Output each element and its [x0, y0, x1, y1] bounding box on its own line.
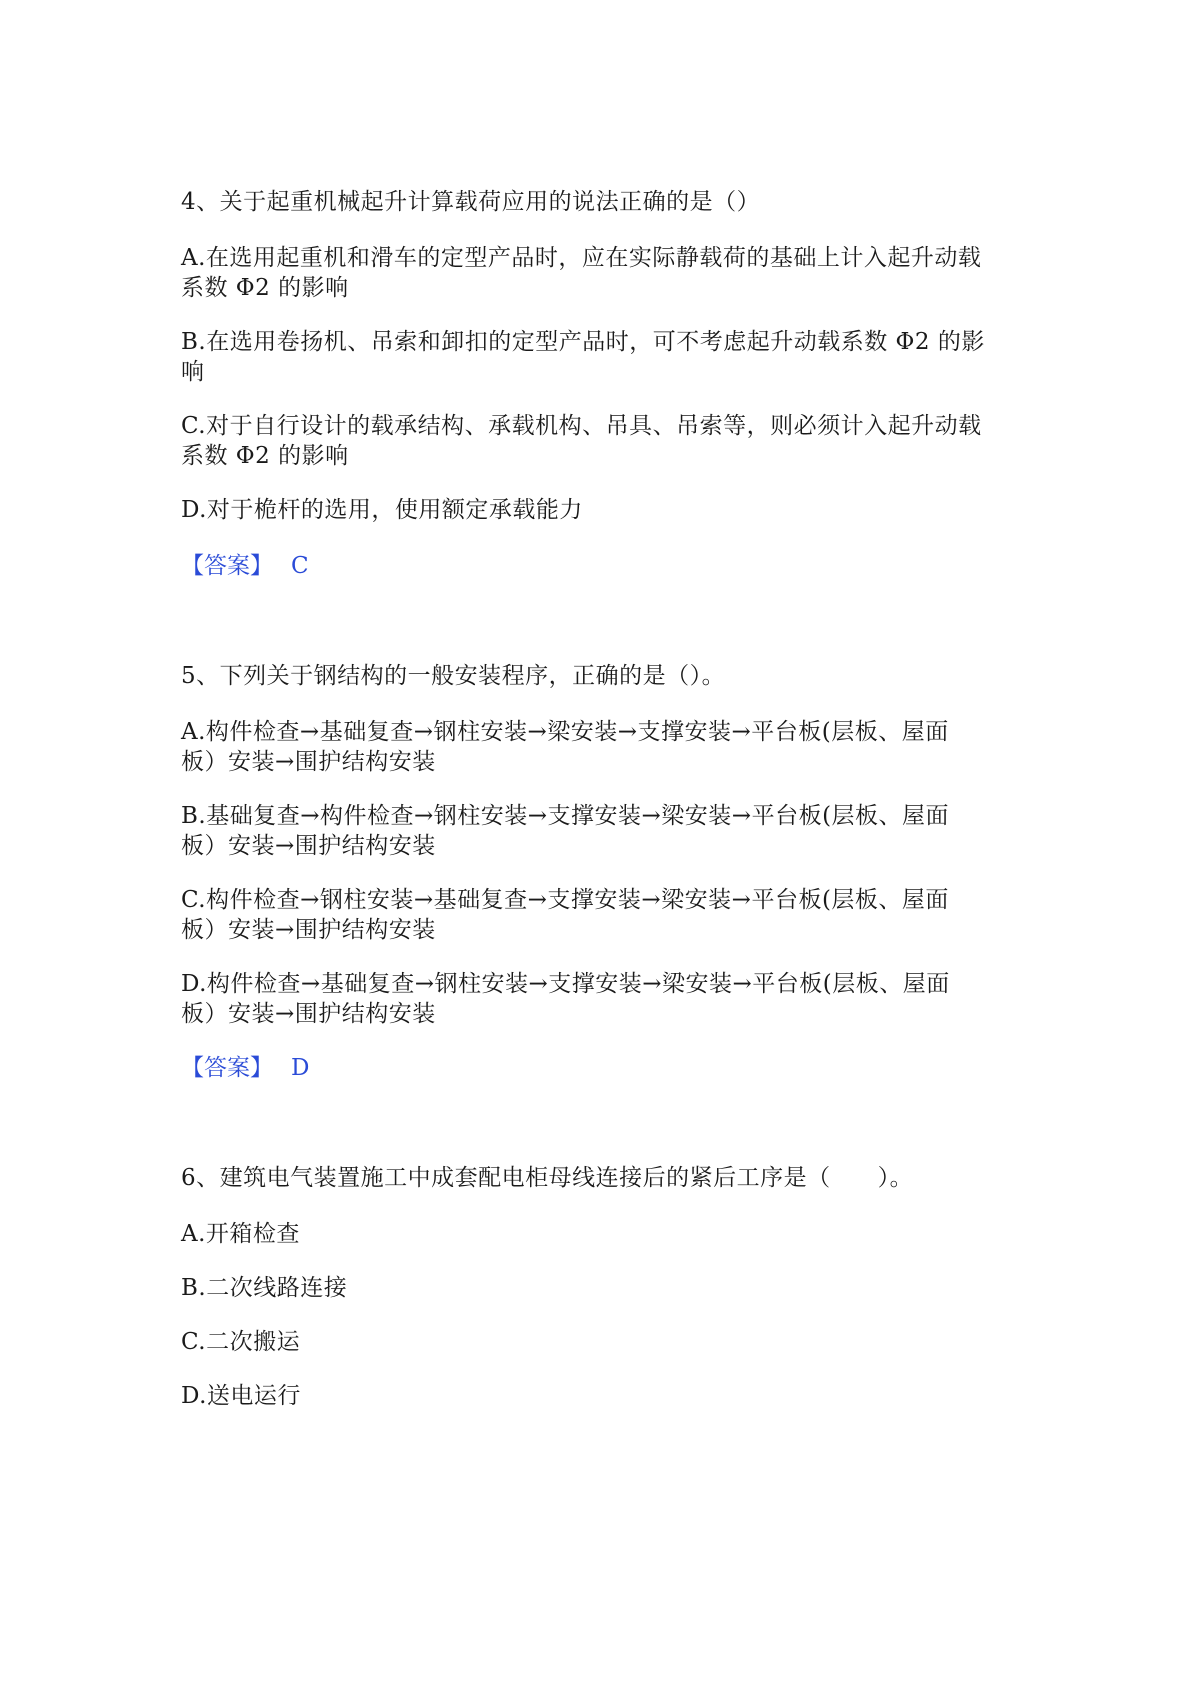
option-line: D.对于桅杆的选用，使用额定承载能力: [181, 497, 583, 523]
option-d: D.送电运行: [181, 1383, 301, 1409]
question-stem: 6、建筑电气装置施工中成套配电柜母线连接后的紧后工序是（ ）。: [181, 1165, 914, 1191]
option-c: C.二次搬运: [181, 1329, 301, 1355]
option-line: A.构件检查→基础复查→钢柱安装→梁安装→支撑安装→平台板(层板、屋面: [181, 719, 949, 745]
answer-label: 【答案】: [181, 553, 273, 579]
question-stem: 4、关于起重机械起升计算载荷应用的说法正确的是（）: [181, 189, 761, 215]
option-line: B.基础复查→构件检查→钢柱安装→支撑安装→梁安装→平台板(层板、屋面: [181, 803, 950, 829]
option-line: 板）安装→围护结构安装: [181, 917, 436, 943]
option-line: B.在选用卷扬机、吊索和卸扣的定型产品时，可不考虑起升动载系数 Φ2 的影: [181, 329, 985, 355]
question-stem: 5、下列关于钢结构的一般安装程序，正确的是（）。: [181, 663, 726, 689]
answer-row: [181, 550, 309, 582]
option-line: 系数 Φ2 的影响: [181, 275, 349, 301]
option-line: C.构件检查→钢柱安装→基础复查→支撑安装→梁安装→平台板(层板、屋面: [181, 887, 949, 913]
option-line: 板）安装→围护结构安装: [181, 1001, 436, 1027]
answer-row: [181, 1052, 309, 1084]
option-line: 板）安装→围护结构安装: [181, 833, 436, 859]
option-line: A.在选用起重机和滑车的定型产品时，应在实际静载荷的基础上计入起升动载: [181, 245, 982, 271]
option-a: A.开箱检查: [181, 1221, 300, 1247]
option-line: C.对于自行设计的载承结构、承载机构、吊具、吊索等，则必须计入起升动载: [181, 413, 982, 439]
option-b: B.二次线路连接: [181, 1275, 348, 1301]
option-line: D.构件检查→基础复查→钢柱安装→支撑安装→梁安装→平台板(层板、屋面: [181, 971, 950, 997]
answer-value: D: [291, 1055, 310, 1081]
answer-label: 【答案】: [181, 1055, 273, 1081]
option-line: 系数 Φ2 的影响: [181, 443, 349, 469]
option-line: 板）安装→围护结构安装: [181, 749, 436, 775]
answer-value: C: [291, 553, 309, 579]
option-line: 响: [181, 359, 205, 385]
